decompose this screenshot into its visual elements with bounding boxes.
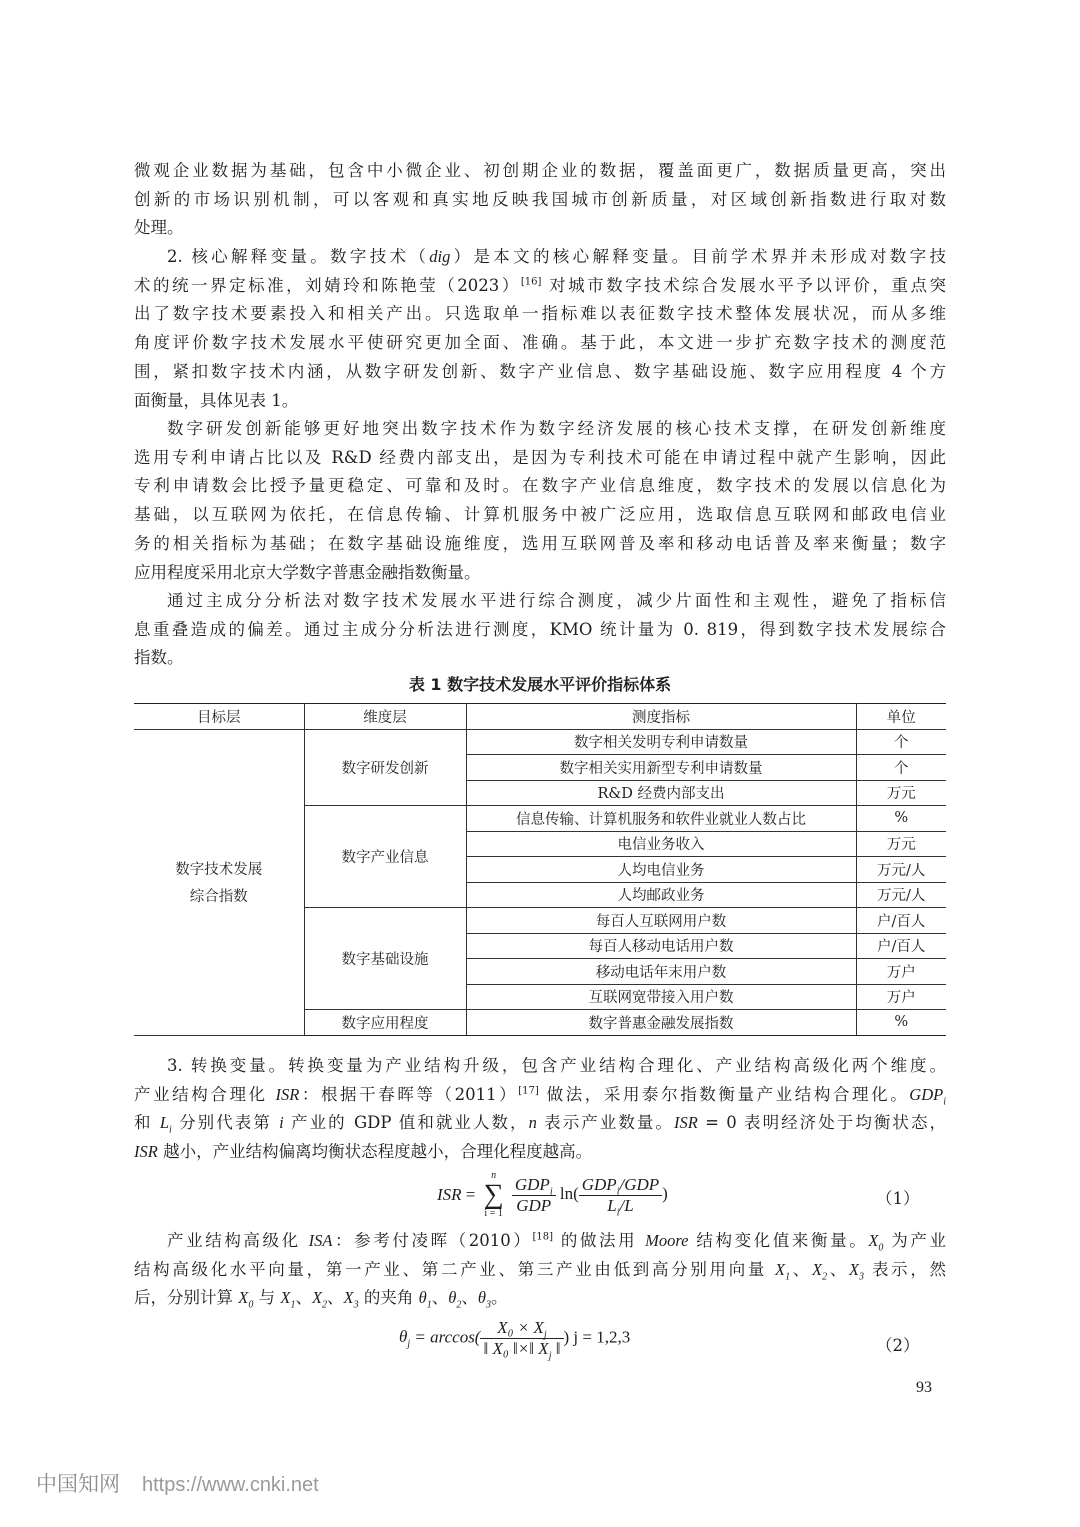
unit-cell: 个 (856, 729, 946, 755)
dimension-cell: 数字产业信息 (304, 806, 466, 908)
watermark-url: https://www.cnki.net (142, 1474, 319, 1496)
text-line: 通过主成分分析法对数字技术发展水平进行综合测度，减少片面性和主观性，避免了指标信 (167, 591, 946, 610)
target-line: 数字技术发展 (175, 862, 263, 878)
header-unit: 单位 (856, 704, 946, 730)
text-line: 术的统一界定标准，刘婧玲和陈艳莹（2023）[16] 对城市数字技术综合发展水平予以评价，重点突 (134, 275, 946, 295)
paragraph-1 (134, 157, 946, 243)
text-line: 后，分别计算 $X_0$ 与 $X_1$、$X_2$、$X_3$ 的夹角 $\theta_1$、$\theta_2$、$\theta_3$。 (134, 1288, 508, 1311)
unit-cell: % (856, 1010, 946, 1036)
dimension-cell: 数字应用程度 (304, 1010, 466, 1036)
unit-cell: 万户 (856, 984, 946, 1010)
unit-cell: 万元 (856, 831, 946, 857)
header-dimension-layer: 维度层 (304, 704, 466, 730)
text-line: 指数。 (134, 648, 184, 668)
text-line: 产业结构合理化 ISR：根据干春晖等（2011）[17] 做法，采用泰尔指数衡量产业结构合理化。$GDP_i$ (134, 1084, 946, 1107)
table-row (134, 729, 946, 755)
indicator-cell: 电信业务收入 (466, 831, 856, 857)
paragraph-3 (134, 415, 946, 587)
indicator-cell: R&D 经费内部支出 (466, 780, 856, 806)
fraction: $\frac{GDP_i/GDP}{L_i/L}$ (579, 1175, 662, 1216)
indicator-cell: 数字相关实用新型专利申请数量 (466, 755, 856, 781)
indicator-cell: 数字普惠金融发展指数 (466, 1010, 856, 1036)
indicator-cell: 数字相关发明专利申请数量 (466, 729, 856, 755)
text-line: 选用专利申请占比以及 R&D 经费内部支出，是因为专利技术可能在申请过程中就产生影响，因此 (134, 447, 946, 467)
text-line: 2. 核心解释变量。数字技术（dig）是本文的核心解释变量。目前学术界并未形成对数字技 (167, 247, 946, 266)
text-line: 应用程度采用北京大学数字普惠金融指数衡量。 (134, 562, 481, 582)
text-line: 面衡量，具体见表 1。 (134, 390, 299, 410)
indicator-cell: 互联网宽带接入用户数 (466, 984, 856, 1010)
header-target-layer: 目标层 (134, 704, 304, 730)
equation-2: $\theta_j = \arccos$( $\frac{X_0 \times X_j}{‖ X_0 ‖\times‖ X_j ‖}$ ) j = 1,2,3 (399, 1318, 631, 1362)
text-line: 数字研发创新能够更好地突出数字技术作为数字经济发展的核心技术支撑，在研发创新维度 (167, 419, 946, 438)
text-line: 专利申请数会比授予量更稳定、可靠和及时。在数字产业信息维度，数字技术的发展以信息化为 (134, 476, 946, 496)
unit-cell: % (856, 806, 946, 832)
table-caption: 表 1 数字技术发展水平评价指标体系 (408, 675, 672, 694)
fraction: $\frac{GDP_i}{\text{GDP}}$ (512, 1175, 556, 1216)
text-line: 结构高级化水平向量，第一产业、第二产业、第三产业由低到高分别用向量 $X_1$、$X_2$、$X_3$ 表示，然 (134, 1259, 946, 1282)
dimension-cell: 数字基础设施 (304, 908, 466, 1010)
unit-cell: 万元/人 (856, 882, 946, 908)
indicator-cell: 信息传输、计算机服务和软件业就业人数占比 (466, 806, 856, 832)
indicator-cell: 每百人移动电话用户数 (466, 933, 856, 959)
paragraph-5 (134, 1052, 946, 1167)
text-line: ISR 越小，产业结构偏离均衡状态程度越小，合理化程度越高。 (134, 1142, 593, 1162)
paragraph-2 (134, 243, 946, 415)
text-line: 息重叠造成的偏差。通过主成分分析法进行测度，KMO 统计量为 0. 819，得到数字技术发展综合 (134, 619, 946, 639)
table-header-row (134, 704, 946, 730)
equation-number: （1） (876, 1189, 920, 1208)
header-indicator: 测度指标 (466, 704, 856, 730)
equation-number: （2） (876, 1336, 920, 1355)
paragraph-4 (134, 587, 946, 673)
indicator-table (134, 703, 946, 1036)
text-line: 3. 转换变量。转换变量为产业结构升级，包含产业结构合理化、产业结构高级化两个维度。 (167, 1056, 946, 1075)
target-line: 综合指数 (189, 889, 248, 905)
text-line: 创新的市场识别机制，可以客观和真实地反映我国城市创新质量，对区域创新指数进行取对数 (134, 189, 946, 209)
page-number: 93 (916, 1379, 932, 1396)
unit-cell: 户/百人 (856, 908, 946, 934)
unit-cell: 户/百人 (856, 933, 946, 959)
unit-cell: 万户 (856, 959, 946, 985)
indicator-cell: 人均电信业务 (466, 857, 856, 883)
paragraph-6 (134, 1227, 946, 1313)
text-line: 和 $L_i$ 分别代表第 i 产业的 GDP 值和就业人数，n 表示产业数量。ISR = 0 表明经济处于均衡状态， (134, 1113, 946, 1136)
text-line: 务的相关指标为基础；在数字基础设施维度，选用互联网普及率和移动电话普及率来衡量；数字 (134, 533, 946, 553)
watermark-brand: 中国知网 (36, 1472, 120, 1496)
dimension-cell: 数字研发创新 (304, 729, 466, 806)
target-cell (134, 729, 304, 1035)
fraction: $\frac{X_0 \times X_j}{‖ X_0 ‖\times‖ X_j ‖}$ (480, 1318, 563, 1359)
text-line: 微观企业数据为基础，包含中小微企业、初创期企业的数据，覆盖面更广，数据质量更高，突出 (134, 161, 946, 180)
indicator-cell: 人均邮政业务 (466, 882, 856, 908)
text-line: 出了数字技术要素投入和相关产出。只选取单一指标难以表征数字技术整体发展状况，而从多维 (134, 304, 946, 324)
equation-1: ISR = n ∑ i = 1 $\frac{GDP_i}{\text{GDP}}$ ln( $\frac{GDP_i/GDP}{L_i/L}$ ) (437, 1170, 668, 1219)
unit-cell: 万元 (856, 780, 946, 806)
text-line: 处理。 (134, 218, 184, 238)
indicator-cell: 每百人互联网用户数 (466, 908, 856, 934)
text-line: 产业结构高级化 ISA：参考付凌晖（2010）[18] 的做法用 Moore 结构变化值来衡量。$X_0$ 为产业 (167, 1231, 946, 1254)
unit-cell: 个 (856, 755, 946, 781)
indicator-cell: 移动电话年末用户数 (466, 959, 856, 985)
text-line: 角度评价数字技术发展水平使研究更加全面、准确。基于此，本文进一步扩充数字技术的测度范 (134, 333, 946, 353)
text-line: 围，紧扣数字技术内涵，从数字研发创新、数字产业信息、数字基础设施、数字应用程度 4 个方 (134, 361, 946, 381)
watermark (36, 1468, 319, 1498)
unit-cell: 万元/人 (856, 857, 946, 883)
text-line: 基础，以互联网为依托，在信息传输、计算机服务中被广泛应用，选取信息互联网和邮政电信业 (134, 505, 946, 525)
